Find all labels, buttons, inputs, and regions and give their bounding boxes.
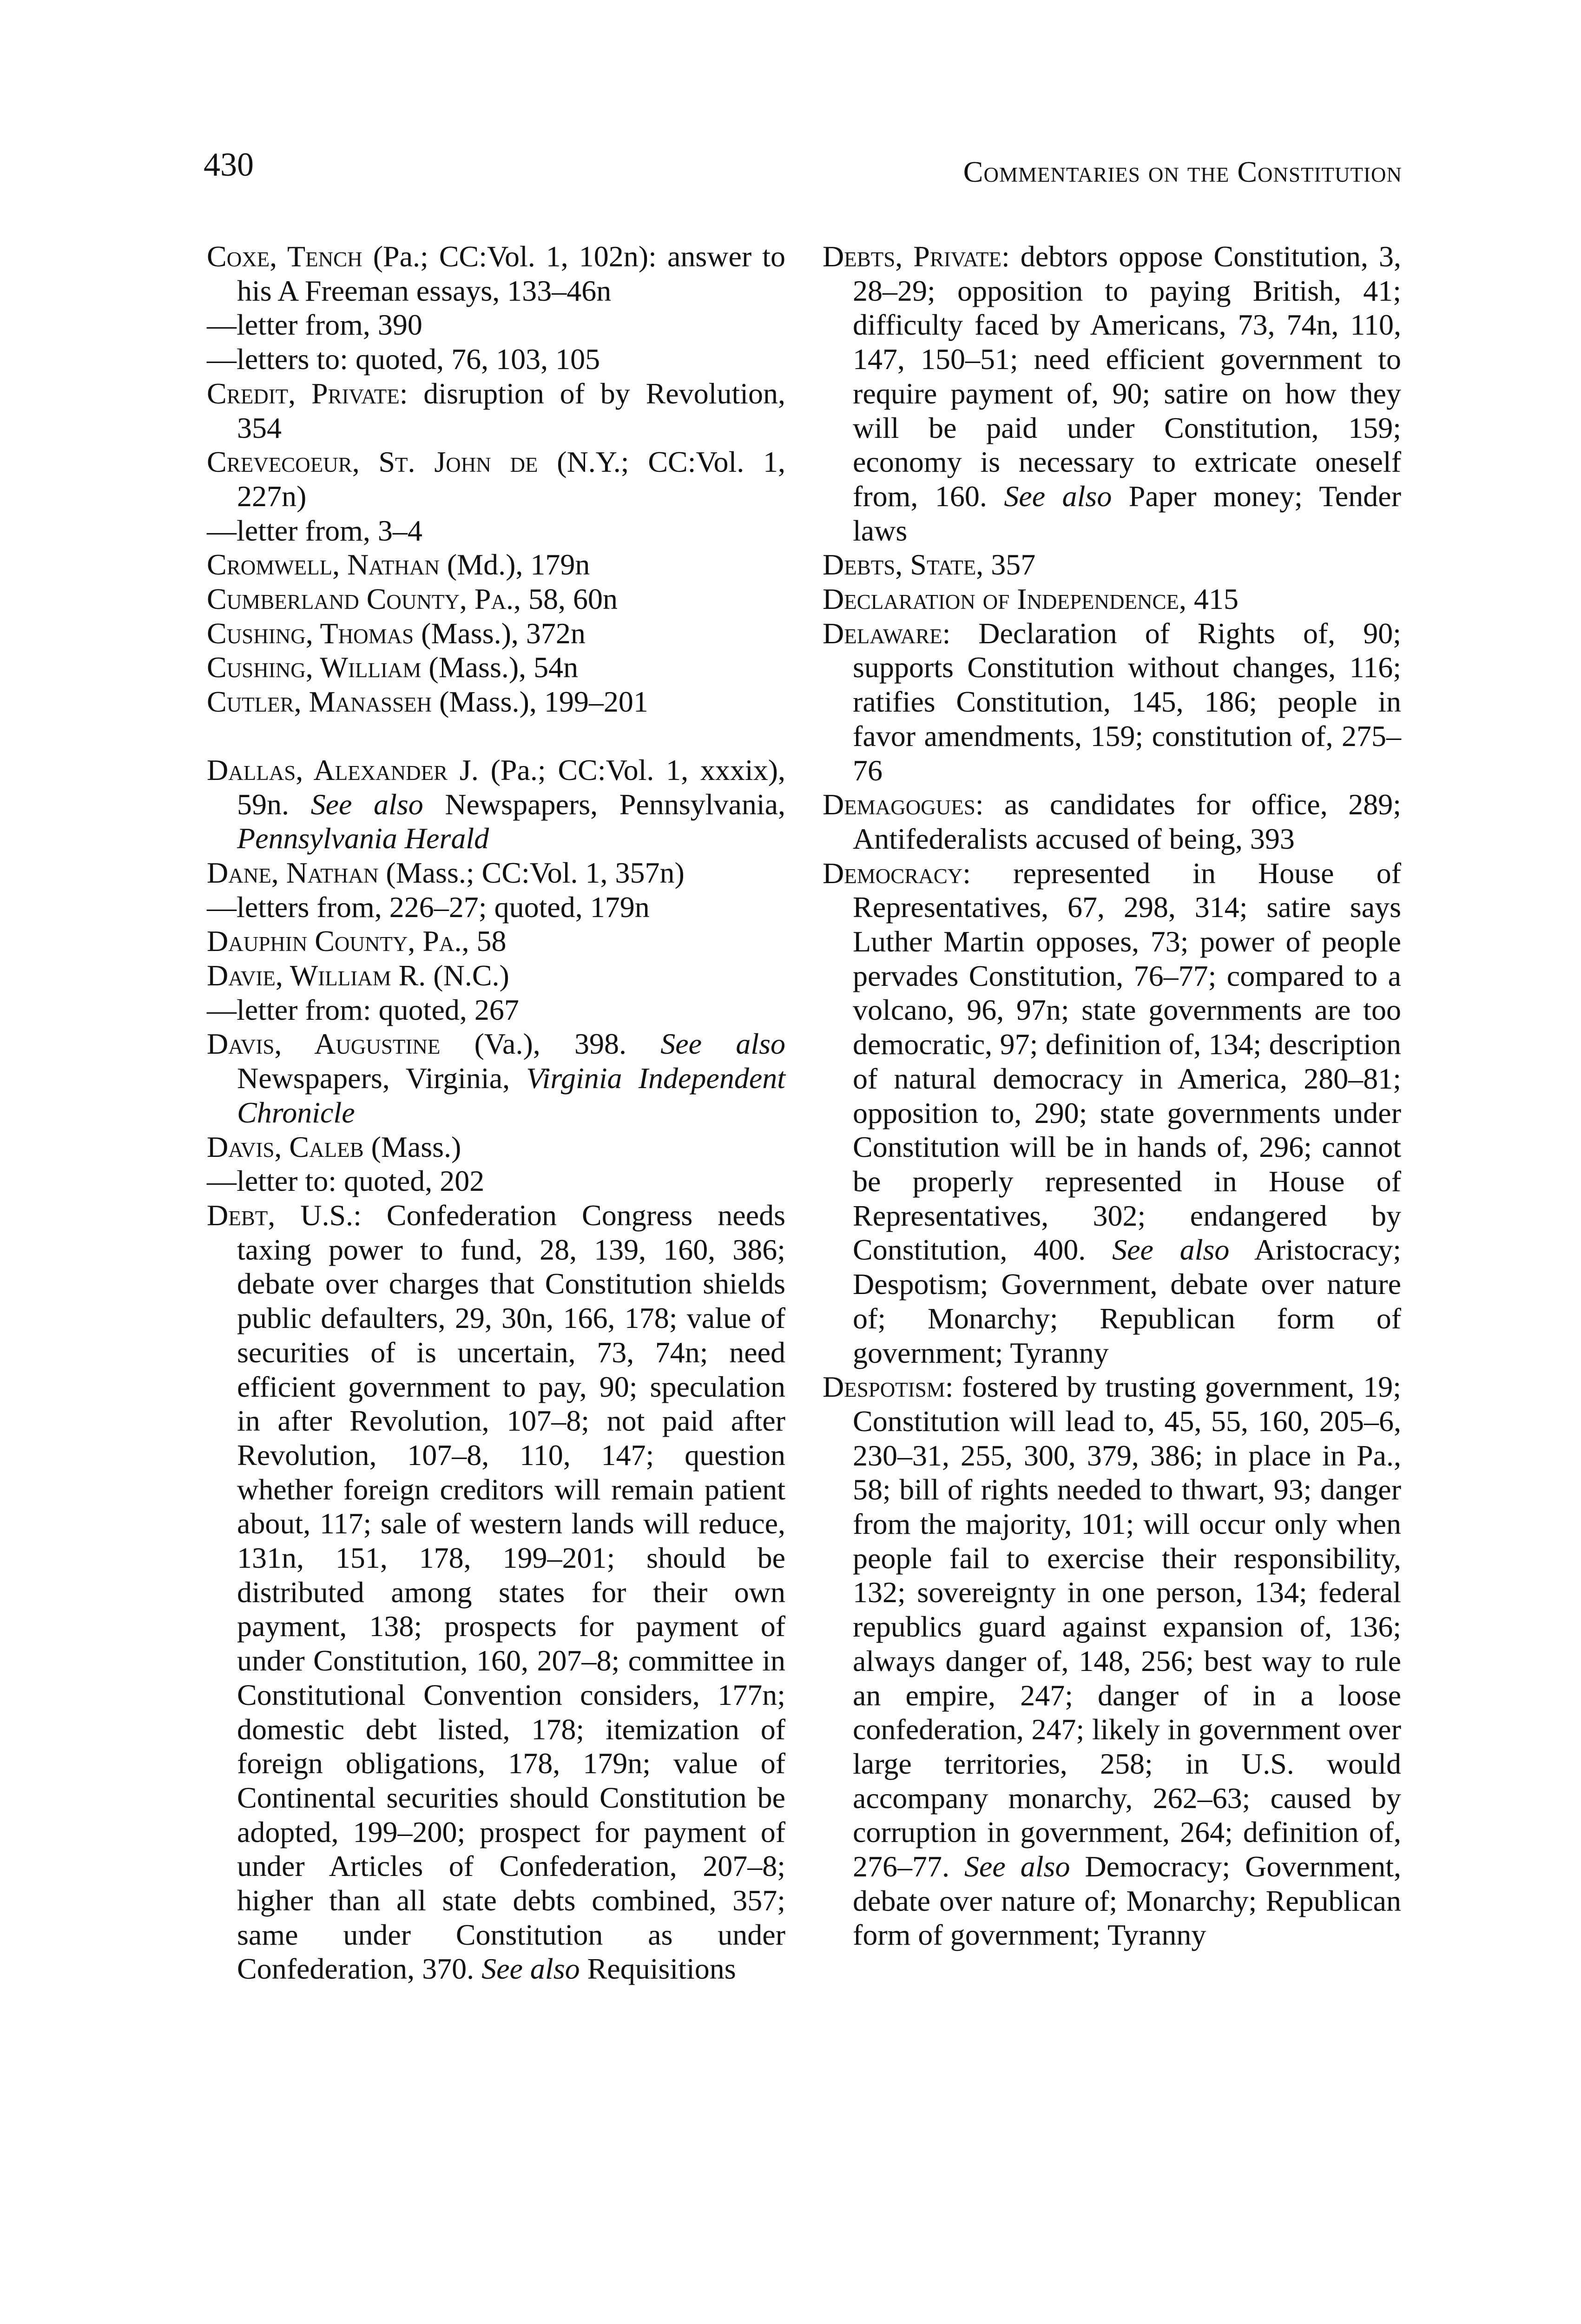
entry-heading: Cushing, William [207, 651, 422, 684]
entry-text: , 357 [976, 548, 1036, 581]
entry-heading: Davis, Caleb [207, 1130, 364, 1163]
index-subentry [207, 993, 785, 1027]
entry-crossref: Paper money; Tender laws [853, 479, 1401, 547]
see-also-label: See also [1004, 479, 1112, 513]
index-subentry [207, 1164, 785, 1198]
index-entry [207, 376, 785, 445]
entry-heading: Coxe, Tench [207, 240, 362, 273]
entry-crossref: Democracy; Government, debate over nature of; Monarchy; Republican form of government; Tyranny [853, 1850, 1401, 1952]
index-entry [207, 445, 785, 513]
entry-text: —letter from, 3–4 [207, 514, 422, 547]
entry-crossref-title: Pennsylvania Herald [237, 822, 489, 855]
entry-text: : disruption of by Revolution, 354 [237, 376, 786, 444]
index-entry [207, 685, 785, 719]
entry-heading: Demagogues [823, 788, 975, 821]
running-title: Commentaries on the Constitution [963, 155, 1402, 188]
index-column-right [823, 239, 1401, 1952]
entry-text: (Mass.; CC:Vol. 1, 357n) [378, 856, 685, 889]
entry-text: : debtors oppose Constitution, 3, 28–29; opposition to paying British, 41; difficulty faced by Americans, 73, 74n, 110, 147, 150–51; need efficient government to require payment of, 90; satire on how they will be paid under Constitution, 159; economy is necessary to extricate oneself from, 160. [853, 240, 1402, 513]
entry-crossref: Requisitions [580, 1952, 736, 1986]
entry-heading: Debts, Private [823, 240, 1002, 273]
entry-heading: Credit, Private [207, 376, 400, 410]
index-entry [207, 616, 785, 651]
index-entry [823, 856, 1401, 1370]
entry-heading: Dallas, Alexander [207, 753, 448, 786]
index-subentry [207, 514, 785, 548]
see-also-label: See also [310, 787, 423, 821]
entry-crossref: Aristocracy; Despotism; Government, debate over nature of; Monarchy; Republican form of government; Tyranny [853, 1233, 1402, 1369]
entry-text: : Confederation Congress needs taxing power to fund, 28, 139, 160, 386; debate over charges that Constitution shields public defaulters, 29, 30n, 166, 178; value of securities of is uncertain, 73, 74n; need efficient government to pay, 90; speculation in after Revolution, 107–8; not paid after Revolution, 107–8, 110, 147; question whether foreign creditors will remain patient about, 117; sale of western lands will reduce, 131n, 151, 178, 199–201; should be distributed among states for their own payment, 138; prospects for payment of under Constitution, 160, 207–8; committee in Constitutional Convention considers, 177n; domestic debt listed, 178; itemization of foreign obligations, 178, 179n; value of Continental securities should Constitution be adopted, 199–200; prospect for payment of under Articles of Confederation, 207–8; higher than all state debts combined, 357; same under Constitution as under Confederation, 370. [237, 1198, 785, 1986]
index-entry [823, 1370, 1401, 1952]
entry-heading: Delaware [823, 616, 942, 650]
entry-text: —letter from: quoted, 267 [207, 993, 519, 1026]
entry-text: (Mass.), 199–201 [432, 685, 648, 719]
index-subentry [207, 308, 785, 342]
entry-heading: Cutler, Manasseh [207, 685, 432, 719]
entry-heading: Davie, William [207, 959, 391, 992]
index-entry [207, 924, 785, 958]
entry-text: , 58 [461, 924, 507, 958]
index-subentry [207, 342, 785, 376]
entry-heading: Cromwell, Nathan [207, 548, 440, 581]
page-number: 430 [204, 146, 254, 183]
entry-heading: Debts, State [823, 548, 976, 581]
entry-text: : fostered by trusting government, 19; Constitution will lead to, 45, 55, 160, 205–6, 230–31, 255, 300, 379, 386; in place in Pa., 58; bill of rights needed to thwart, 93; danger from the majority, 101; will occur only when people fail to exercise their responsibility, 132; sovereignty in one person, 134; federal republics guard against expansion of, 136; always danger of, 148, 256; best way to rule an empire, 247; danger of in a loose confederation, 247; likely in government over large territories, 258; in U.S. would accompany monarchy, 262–63; caused by corruption in government, 264; definition of, 276–77. [853, 1370, 1401, 1883]
index-entry [823, 239, 1401, 548]
entry-heading: Despotism [823, 1370, 945, 1404]
entry-text: : as candidates for office, 289; Antifederalists accused of being, 393 [853, 788, 1401, 855]
index-entry [207, 1198, 785, 1986]
entry-text: —letter from, 390 [207, 308, 422, 342]
index-entry [207, 958, 785, 993]
entry-text: : represented in House of Representatives, 67, 298, 314; satire says Luther Martin opposes, 73; power of people pervades Constitution, 76–77; compared to a volcano, 96, 97n; state governments are too democratic, 97; definition of, 134; description of natural democracy in America, 280–81; opposition to, 290; state governments under Constitution will be in hands of, 296; cannot be properly represented in House of Representatives, 302; endangered by Constitution, 400. [853, 856, 1401, 1267]
entry-text: J. (Pa.; CC:Vol. 1, xxxix), 59n. [237, 753, 786, 821]
index-entry [207, 856, 785, 890]
see-also-label: See also [660, 1027, 785, 1061]
entry-text: —letters from, 226–27; quoted, 179n [207, 890, 650, 924]
entry-heading: Davis, Augustine [207, 1027, 441, 1061]
entry-crossref: Newspapers, Virginia, [237, 1062, 527, 1095]
entry-text: —letter to: quoted, 202 [207, 1164, 485, 1198]
index-entry [207, 650, 785, 685]
index-entry [823, 548, 1401, 582]
entry-heading: Cumberland County, Pa. [207, 582, 514, 616]
index-entry [823, 616, 1401, 788]
entry-text: R. (N.C.) [391, 959, 509, 992]
entry-heading: Cushing, Thomas [207, 616, 414, 650]
entry-heading: Democracy [823, 856, 963, 890]
entry-text: (Va.), 398. [440, 1027, 661, 1061]
index-entry [823, 582, 1401, 616]
index-entry [207, 239, 785, 308]
entry-text: (Mass.) [363, 1130, 461, 1163]
entry-text: (Md.), 179n [439, 548, 590, 581]
entry-text: (Mass.), 54n [421, 651, 579, 684]
entry-crossref: Newspapers, Pennsylvania, [423, 787, 785, 821]
index-column-left [207, 239, 785, 1986]
entry-heading: Dauphin County, Pa. [207, 924, 462, 958]
entry-crossref-title: Virginia Independent Chronicle [237, 1062, 785, 1129]
index-entry [207, 1027, 785, 1129]
entry-spacer [207, 719, 785, 753]
entry-text: (N.Y.; CC:Vol. 1, 227n) [237, 445, 785, 513]
entry-text: : Declaration of Rights of, 90; supports Constitution without changes, 116; ratifies Constitution, 145, 186; people in favor amendments, 159; constitution of, 275–76 [853, 616, 1401, 787]
entry-text: (Mass.), 372n [414, 616, 586, 650]
index-entry [207, 582, 785, 616]
index-entry [207, 1130, 785, 1164]
entry-text: —letters to: quoted, 76, 103, 105 [207, 343, 600, 376]
index-entry [207, 548, 785, 582]
see-also-label: See also [964, 1850, 1070, 1883]
entry-heading: Debt, U.S. [207, 1198, 354, 1232]
index-entry [823, 787, 1401, 856]
index-subentry [207, 890, 785, 924]
index-entry [207, 753, 785, 856]
entry-heading: Declaration of Independence [823, 582, 1179, 616]
entry-text: , 415 [1179, 582, 1239, 616]
entry-heading: Dane, Nathan [207, 856, 379, 889]
see-also-label: See also [1112, 1233, 1230, 1267]
see-also-label: See also [481, 1952, 580, 1986]
entry-heading: Crevecoeur, St. John de [207, 445, 538, 479]
entry-text: , 58, 60n [513, 582, 618, 616]
entry-text: (Pa.; CC:Vol. 1, 102n): answer to his A Freeman essays, 133–46n [237, 240, 786, 307]
